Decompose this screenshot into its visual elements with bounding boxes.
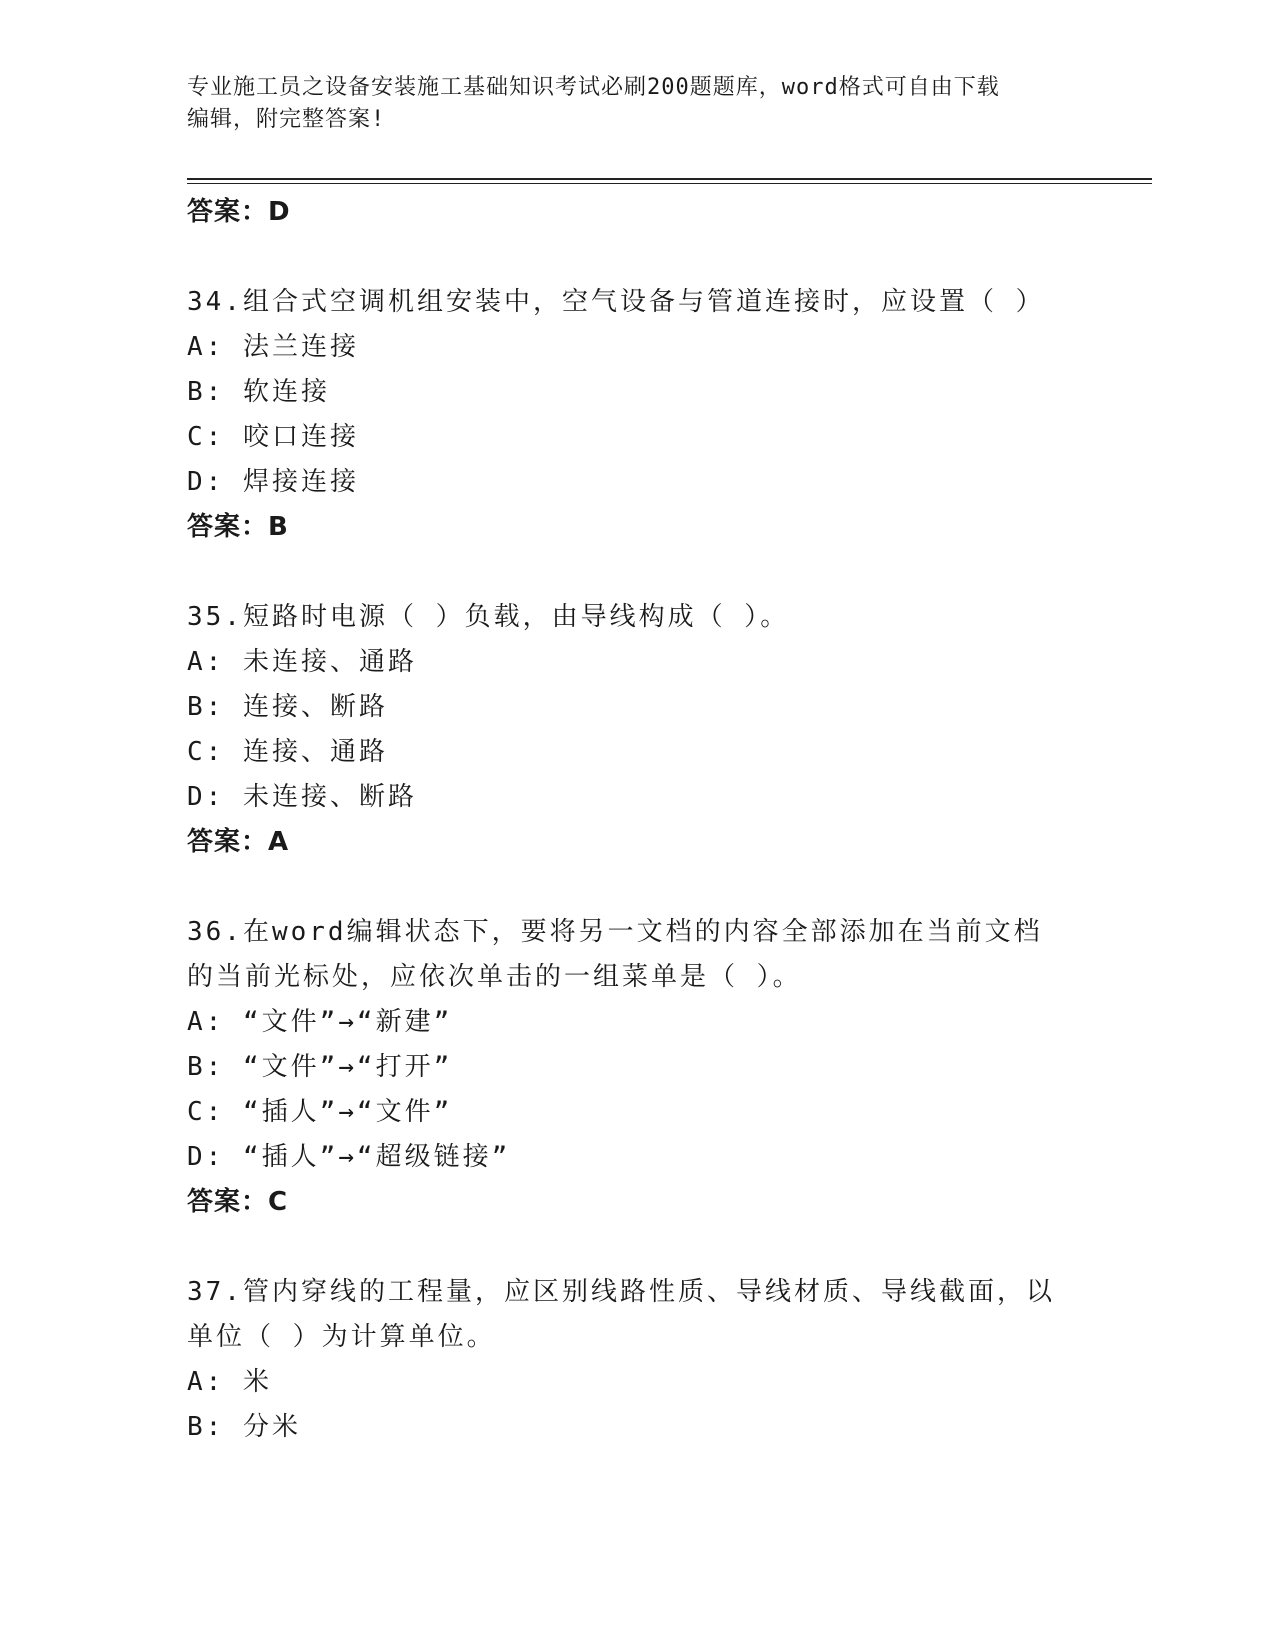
header-title-line-2: 编辑，附完整答案! [187,107,386,132]
option-a: A: 未连接、通路 [187,647,417,677]
option-b: B: 连接、断路 [187,692,388,722]
question-stem: 36.在word编辑状态下，要将另一文档的内容全部添加在当前文档的当前光标处，应依次单击的一组菜单是（ ）。 [187,917,1043,992]
question-stem: 34.组合式空调机组安装中，空气设备与管道连接时，应设置（ ） [187,287,1045,317]
question-36 [187,910,1107,1225]
option-d: D: 未连接、断路 [187,782,417,812]
header-divider [187,178,1152,180]
option-b: B: 分米 [187,1412,301,1442]
option-c: C: 连接、通路 [187,737,388,767]
answer-line: 答案：B [187,512,289,542]
question-35 [187,595,1107,865]
option-a: A: 法兰连接 [187,332,359,362]
page-header [187,72,1067,136]
question-stem: 37.管内穿线的工程量，应区别线路性质、导线材质、导线截面，以单位（ ）为计算单位。 [187,1277,1055,1352]
document-body [187,190,1107,1450]
option-a: A: 米 [187,1367,272,1397]
option-d: D: “插人”→“超级链接” [187,1142,511,1172]
option-c: C: “插人”→“文件” [187,1097,453,1127]
question-stem: 35.短路时电源（ ）负载，由导线构成（ ）。 [187,602,790,632]
answer-line: 答案：D [187,197,291,227]
option-b: B: 软连接 [187,377,330,407]
header-title-line-1: 专业施工员之设备安装施工基础知识考试必刷200题题库，word格式可自由下载 [187,75,1000,100]
answer-line: 答案：C [187,1187,289,1217]
option-a: A: “文件”→“新建” [187,1007,453,1037]
question-37 [187,1270,1107,1450]
option-b: B: “文件”→“打开” [187,1052,453,1082]
answer-line: 答案：A [187,827,290,857]
option-c: C: 咬口连接 [187,422,359,452]
question-34 [187,280,1107,550]
option-d: D: 焊接连接 [187,467,359,497]
